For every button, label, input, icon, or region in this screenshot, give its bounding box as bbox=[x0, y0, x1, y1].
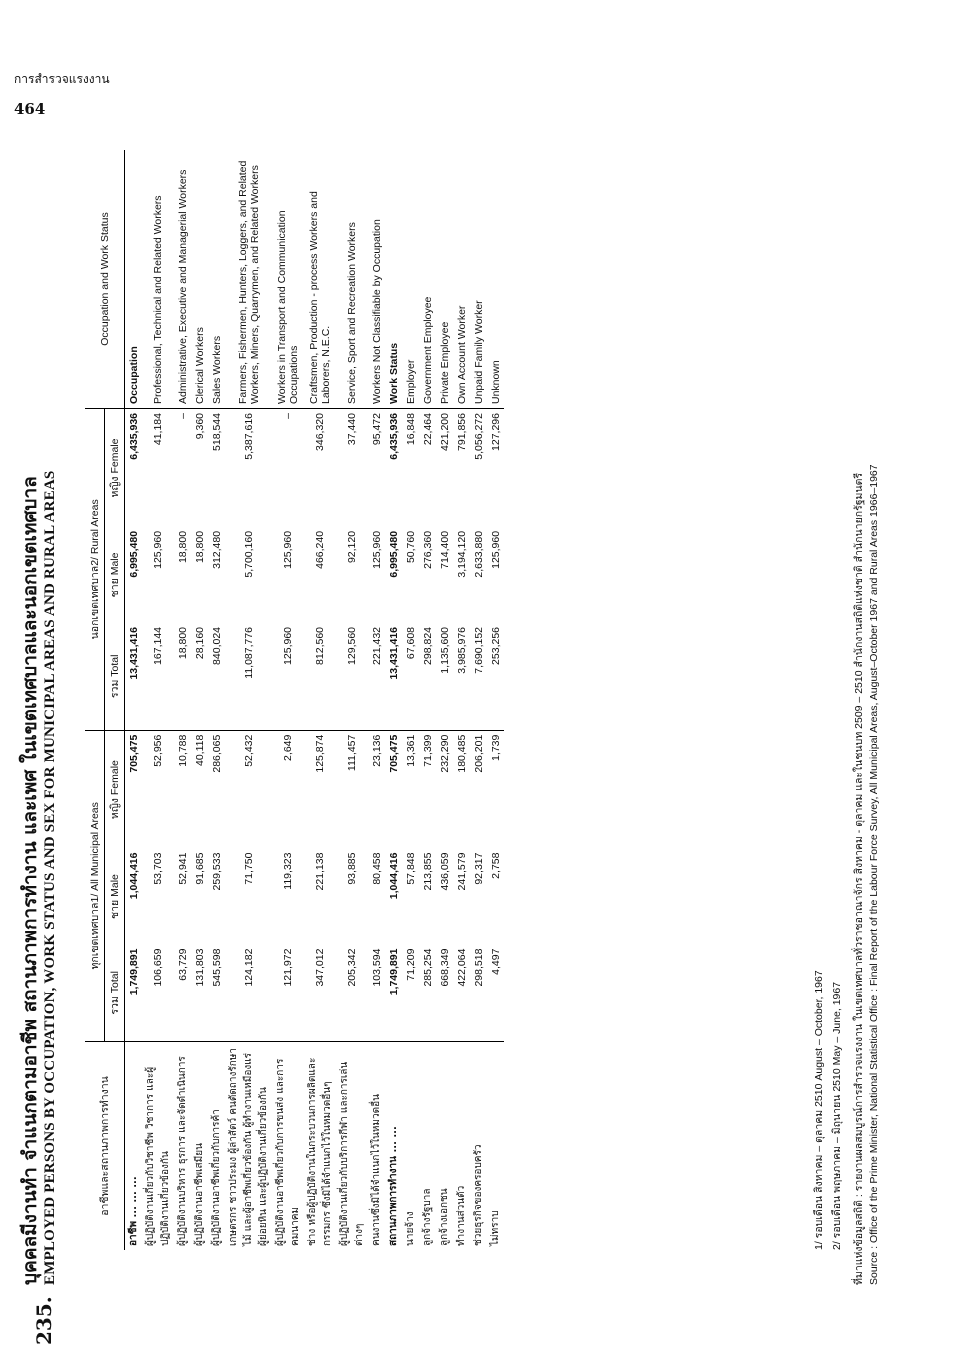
cell-value: 5,700,160 bbox=[242, 530, 255, 578]
row-label-english: Own Account Worker bbox=[453, 150, 470, 409]
cell-value: 6,435,936 bbox=[127, 413, 140, 460]
table-row bbox=[487, 150, 504, 1250]
cell-value: 18,800 bbox=[176, 530, 189, 564]
table-row bbox=[191, 150, 208, 1250]
row-label-thai: ผู้ปฏิบัติงานเกี่ยวกับบริการกีฬา และการเล่นต่างๆ bbox=[339, 1061, 365, 1246]
cell-value: 347,012 bbox=[304, 945, 336, 1042]
row-label-english: Professional, Technical and Related Workers bbox=[142, 150, 174, 409]
table-row bbox=[419, 150, 436, 1250]
running-header: การสำรวจแรงงาน bbox=[14, 72, 110, 86]
table-row bbox=[174, 150, 191, 1250]
cell-value: – bbox=[176, 413, 189, 419]
cell-value: 286,065 bbox=[210, 734, 223, 773]
cell-value: 205,342 bbox=[336, 945, 368, 1042]
row-label-english: Work Status bbox=[385, 150, 402, 409]
row-label-thai: ไม่ทราบ bbox=[490, 1210, 501, 1246]
col-total: รวม Total bbox=[105, 623, 125, 730]
cell-value: 13,431,416 bbox=[125, 623, 143, 730]
cell-value: 298,824 bbox=[419, 623, 436, 730]
cell-value: 4,497 bbox=[487, 945, 504, 1042]
row-label-thai: ทำงานส่วนตัว bbox=[456, 1185, 467, 1246]
cell-value: 125,874 bbox=[314, 734, 326, 773]
table-row bbox=[402, 150, 419, 1250]
cell-value: 167,144 bbox=[142, 623, 174, 730]
row-label-english: Occupation bbox=[125, 150, 143, 409]
cell-value: 1,044,416 bbox=[127, 852, 140, 900]
table-number: 235. bbox=[32, 1296, 56, 1345]
cell-value: 206,201 bbox=[472, 734, 485, 773]
cell-value: 346,320 bbox=[314, 413, 326, 451]
row-label-english: Craftsmen, Production - process Workers and Laborers, N.E.C. bbox=[304, 150, 336, 409]
cell-value: 276,360 bbox=[421, 530, 434, 569]
title-thai: บุคคลมีงานทำ จำแนกตามอาชีพ สถานภาพการทำงาน และเพศ ในเขตเทศบาลและนอกเขตเทศบาล bbox=[19, 476, 41, 1285]
cell-value: 840,024 bbox=[208, 623, 225, 730]
cell-value: 71,209 bbox=[402, 945, 419, 1042]
cell-value: 125,960 bbox=[370, 530, 383, 569]
cell-value: 1,044,416 bbox=[387, 852, 400, 900]
cell-value: 37,440 bbox=[346, 413, 358, 446]
cell-value: 3,985,976 bbox=[453, 623, 470, 730]
cell-value: 213,855 bbox=[421, 852, 434, 891]
row-label-thai: ลูกจ้างเอกชน bbox=[439, 1188, 450, 1246]
table-body bbox=[125, 150, 505, 1250]
row-label-thai: ช่าง หรือผู้ปฏิบัติงานในกระบวนการผลิตและกรรมกร ซึ่งมิได้จำแนกไว้ในหมวดอื่นๆ bbox=[307, 1057, 333, 1246]
cell-value: 2,649 bbox=[282, 734, 294, 761]
page-number: 464 bbox=[14, 100, 46, 118]
cell-value: 6,995,480 bbox=[127, 530, 140, 578]
cell-value: 16,848 bbox=[404, 413, 417, 446]
cell-value: 7,690,152 bbox=[470, 623, 487, 730]
cell-value: 18,800 bbox=[193, 530, 206, 564]
title-english: EMPLOYED PERSONS BY OCCUPATION, WORK STATUS AND SEX FOR MUNICIPAL AREAS AND RURAL AREAS bbox=[42, 470, 58, 1285]
cell-value: 80,458 bbox=[370, 852, 383, 885]
cell-value: – bbox=[282, 413, 294, 419]
row-label-thai: ผู้ปฏิบัติงานอาชีพเกี่ยวกับการขนส่ง และการคมนาคม bbox=[275, 1058, 301, 1246]
cell-value: 111,457 bbox=[346, 734, 358, 772]
row-label-english: Employer bbox=[402, 150, 419, 409]
cell-value: 129,560 bbox=[336, 623, 368, 730]
cell-value: 125,960 bbox=[152, 530, 164, 569]
row-label-thai: ผู้ปฏิบัติงานเกี่ยวกับวิชาชีพ วิชาการ และผู้ปฏิบัติงานเกี่ยวข้องกัน bbox=[145, 1066, 171, 1246]
cell-value: 50,760 bbox=[404, 530, 417, 564]
row-label-english: Farmers, Fishermen, Hunters, Loggers, and Related Workers, Miners, Quarrymen, and Related Workers bbox=[225, 150, 272, 409]
row-label-english: Sales Workers bbox=[208, 150, 225, 409]
row-label-thai: เกษตรกร ชาวประมง ผู้ล่าสัตว์ คนตัดถางรักษาไม้ และผู้อาชีพเกี่ยวข้องกัน ผู้ทำงานเหมืองแร่ ผู้ย่อยหิน และผู้ปฏิบัติงานเกี่ยวข้องกัน bbox=[228, 1048, 269, 1246]
col-label-english: Occupation and Work Status bbox=[85, 150, 125, 409]
cell-value: 125,960 bbox=[282, 530, 294, 569]
row-label-thai: ผู้ปฏิบัติงานอาชีพเสมียน bbox=[194, 1143, 205, 1246]
cell-value: 285,254 bbox=[419, 945, 436, 1042]
table-row bbox=[470, 150, 487, 1250]
cell-value: 93,885 bbox=[346, 852, 358, 885]
cell-value: 545,598 bbox=[208, 945, 225, 1042]
cell-value: 668,349 bbox=[436, 945, 453, 1042]
row-label-english: Clerical Workers bbox=[191, 150, 208, 409]
cell-value: 241,579 bbox=[455, 852, 468, 891]
cell-value: 127,296 bbox=[489, 413, 502, 451]
cell-value: 103,594 bbox=[368, 945, 385, 1042]
table-row bbox=[453, 150, 470, 1250]
cell-value: 131,803 bbox=[191, 945, 208, 1042]
cell-value: 2,633,880 bbox=[472, 530, 485, 578]
cell-value: 421,200 bbox=[438, 413, 451, 451]
cell-value: 714,400 bbox=[438, 530, 451, 569]
table-row bbox=[336, 150, 368, 1250]
cell-value: 57,848 bbox=[404, 852, 417, 885]
cell-value: 52,941 bbox=[176, 852, 189, 885]
cell-value: 41,184 bbox=[152, 413, 164, 446]
cell-value: 221,432 bbox=[368, 623, 385, 730]
row-label-english: Workers in Transport and Communication Occupations bbox=[272, 150, 304, 409]
row-label-thai: ช่วยธุรกิจของครอบครัว bbox=[473, 1144, 484, 1246]
cell-value: 5,056,272 bbox=[472, 413, 485, 460]
row-label-thai: ลูกจ้างรัฐบาล bbox=[422, 1188, 433, 1246]
table-row bbox=[125, 150, 143, 1250]
cell-value: 28,160 bbox=[191, 623, 208, 730]
cell-value: 422,064 bbox=[453, 945, 470, 1042]
cell-value: 22,464 bbox=[421, 413, 434, 446]
col-female: หญิง Female bbox=[105, 409, 125, 527]
table-row bbox=[225, 150, 272, 1250]
cell-value: 91,685 bbox=[193, 852, 206, 885]
col-female: หญิง Female bbox=[105, 730, 125, 848]
table-row bbox=[208, 150, 225, 1250]
cell-value: 1,749,891 bbox=[385, 945, 402, 1042]
cell-value: 23,136 bbox=[370, 734, 383, 767]
cell-value: 52,432 bbox=[242, 734, 255, 767]
cell-value: 1,135,600 bbox=[436, 623, 453, 730]
table-row bbox=[436, 150, 453, 1250]
table-row bbox=[385, 150, 402, 1250]
footnote-2: 2/ รอบเดือน พฤษภาคม – มิถุนายน 2510 May – June, 1967 bbox=[831, 981, 843, 1250]
cell-value: 466,240 bbox=[314, 530, 326, 569]
cell-value: 13,431,416 bbox=[385, 623, 402, 730]
cell-value: 2,758 bbox=[489, 852, 502, 879]
cell-value: 221,138 bbox=[314, 852, 326, 891]
cell-value: 53,703 bbox=[152, 852, 164, 885]
cell-value: 9,360 bbox=[193, 413, 206, 440]
cell-value: 125,960 bbox=[489, 530, 502, 569]
row-label-thai: ผู้ปฏิบัติงานอาชีพเกี่ยวกับการค้า bbox=[211, 1109, 222, 1246]
data-table bbox=[85, 150, 504, 1250]
cell-value: 13,361 bbox=[404, 734, 417, 767]
row-label-english: Private Employee bbox=[436, 150, 453, 409]
footnote-1: 1/ รอบเดือน สิงหาคม – ตุลาคม 2510 August – October, 1967 bbox=[813, 970, 825, 1250]
row-label-english: Service, Sport and Recreation Workers bbox=[336, 150, 368, 409]
col-male: ชาย Male bbox=[105, 849, 125, 945]
col-total: รวม Total bbox=[105, 945, 125, 1042]
row-label-thai: ผู้ปฏิบัติงานบริหาร ธุรการ และจัดดำเนินการ bbox=[177, 1056, 188, 1246]
row-label-english: Workers Not Classifiable by Occupation bbox=[368, 150, 385, 409]
cell-value: 3,194,120 bbox=[455, 530, 468, 578]
row-label-english: Unknown bbox=[487, 150, 504, 409]
col-label-thai: อาชีพและสถานภาพการทำงาน bbox=[85, 1042, 125, 1251]
row-label-english: Government Employee bbox=[419, 150, 436, 409]
rotated-table-page bbox=[10, 115, 960, 1345]
cell-value: 11,087,776 bbox=[225, 623, 272, 730]
cell-value: 232,290 bbox=[438, 734, 451, 773]
group-rural: นอกเขตเทศบาล2/ Rural Areas bbox=[85, 409, 105, 731]
row-label-thai: คนงานซึ่งมิได้จำแนกไว้ในหมวดอื่น bbox=[371, 1094, 382, 1246]
cell-value: 1,749,891 bbox=[125, 945, 143, 1042]
col-male: ชาย Male bbox=[105, 527, 125, 623]
table-row bbox=[368, 150, 385, 1250]
cell-value: 259,533 bbox=[210, 852, 223, 891]
cell-value: 125,960 bbox=[272, 623, 304, 730]
cell-value: 124,182 bbox=[225, 945, 272, 1042]
cell-value: 436,059 bbox=[438, 852, 451, 891]
row-label-english: Unpaid Family Worker bbox=[470, 150, 487, 409]
cell-value: 52,956 bbox=[152, 734, 164, 767]
cell-value: 5,387,616 bbox=[242, 413, 255, 460]
cell-value: 95,472 bbox=[370, 413, 383, 446]
cell-value: 6,995,480 bbox=[387, 530, 400, 578]
cell-value: 119,323 bbox=[282, 852, 294, 890]
cell-value: 71,750 bbox=[242, 852, 255, 885]
cell-value: 18,800 bbox=[174, 623, 191, 730]
cell-value: 812,560 bbox=[304, 623, 336, 730]
source-thai: ที่มาแห่งข้อมูลสถิติ : รายงานผลสมบูรณ์การสำรวจแรงงาน ในเขตเทศบาลทั่วราชอาณาจักร สิงหาคม - ตุลาคม และในชนบท 2509 – 2510 สำนักงานสถิติแห่งชาติ สำนักนายกรัฐมนตรี bbox=[853, 472, 865, 1285]
cell-value: 253,256 bbox=[487, 623, 504, 730]
cell-value: 71,399 bbox=[421, 734, 434, 767]
cell-value: 92,317 bbox=[472, 852, 485, 885]
cell-value: 705,475 bbox=[127, 734, 140, 773]
cell-value: 10,788 bbox=[176, 734, 189, 767]
cell-value: 121,972 bbox=[272, 945, 304, 1042]
cell-value: 312,480 bbox=[210, 530, 223, 569]
row-label-thai: อาชีพ ... ... ... bbox=[128, 1176, 139, 1246]
cell-value: 705,475 bbox=[387, 734, 400, 773]
cell-value: 63,729 bbox=[174, 945, 191, 1042]
source-english: Source : Office of the Prime Minister, National Statistical Office : Final Report of the Labour Force Survey, All Municipal Areas, August–October 1967 and Rural Areas 1966–1967 bbox=[868, 464, 880, 1285]
cell-value: 1,739 bbox=[489, 734, 502, 761]
cell-value: 6,435,936 bbox=[387, 413, 400, 460]
cell-value: 92,120 bbox=[346, 530, 358, 564]
cell-value: 298,518 bbox=[470, 945, 487, 1042]
table-row bbox=[304, 150, 336, 1250]
cell-value: 106,659 bbox=[142, 945, 174, 1042]
cell-value: 40,118 bbox=[193, 734, 206, 766]
cell-value: 791,856 bbox=[455, 413, 468, 451]
table-row bbox=[272, 150, 304, 1250]
row-label-english: Administrative, Executive and Managerial Workers bbox=[174, 150, 191, 409]
row-label-thai: สถานภาพการทำงาน ... ... bbox=[388, 1126, 399, 1246]
cell-value: 180,485 bbox=[455, 734, 468, 773]
row-label-thai: นายจ้าง bbox=[405, 1211, 416, 1246]
cell-value: 518,544 bbox=[210, 413, 223, 451]
table-row bbox=[142, 150, 174, 1250]
cell-value: 67,608 bbox=[402, 623, 419, 730]
group-municipal: ทุกเขตเทศบาล1/ All Municipal Areas bbox=[85, 730, 105, 1041]
